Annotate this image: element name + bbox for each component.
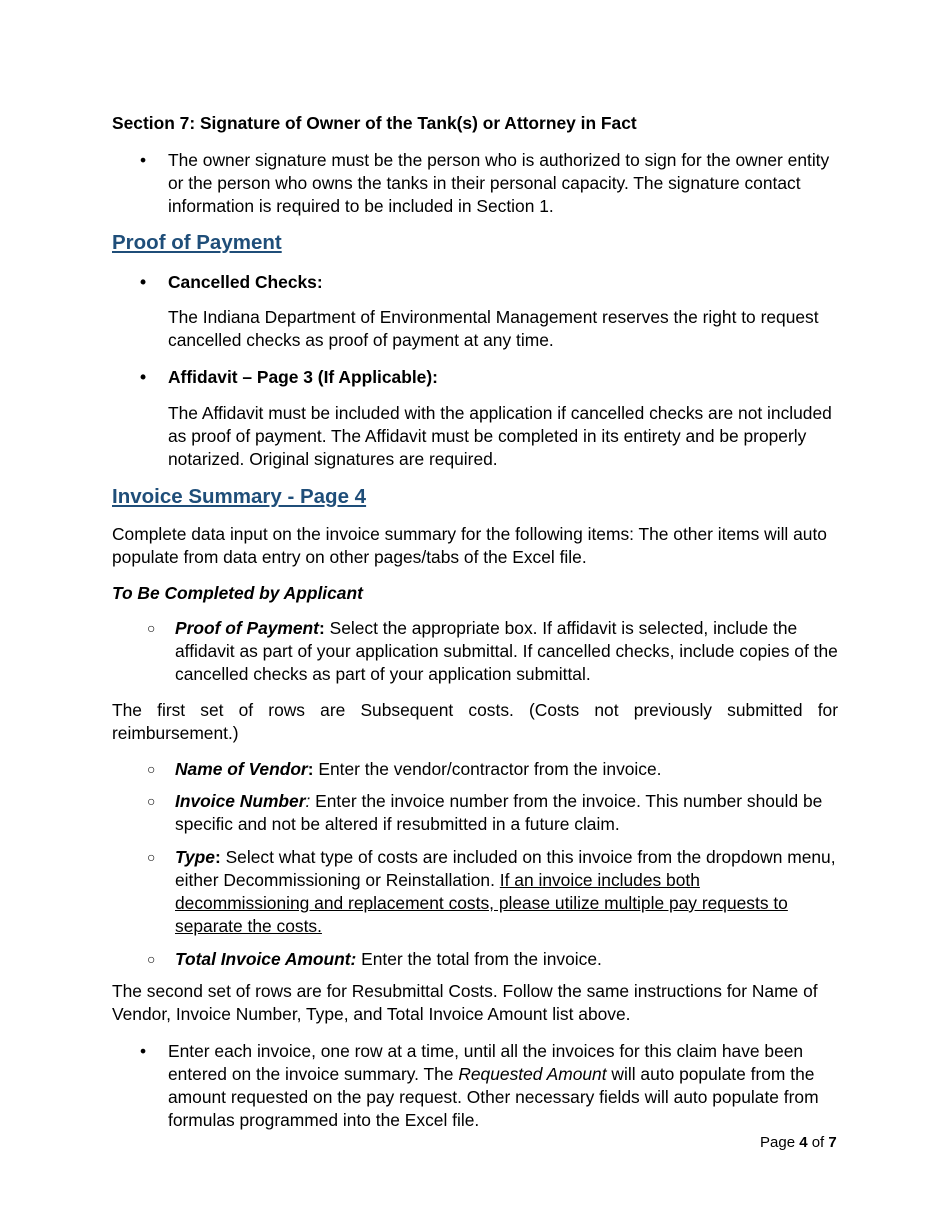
hollow-bullet-icon: ○ (147, 951, 156, 967)
applicant-heading: To Be Completed by Applicant (112, 583, 363, 603)
second-set-text: The second set of rows are for Resubmittal Costs. Follow the same instructions for Name of Vendor, Invoice Number, Type, and Total Invoice Amount list above. (112, 981, 818, 1024)
first-set-line-2: reimbursement.) (112, 723, 239, 743)
bullet-icon: • (140, 150, 147, 170)
bullet-icon: • (140, 367, 147, 387)
hollow-bullet-icon: ○ (147, 849, 156, 865)
enter-invoice-bullet: • Enter each invoice, one row at a time, until all the invoices for this claim have been entered on the invoice summary. The Requested Amount will auto populate from the amount requested on the pay request. Other necessary fields will auto populate from formulas programmed into the Excel file. (140, 1041, 819, 1130)
section-7-bullet: • The owner signature must be the person who is authorized to sign for the owner entity or the person who owns the tanks in their personal capacity. The signature contact information is required to be included in Section 1. (140, 150, 830, 216)
proof-of-payment-heading: Proof of Payment (112, 231, 282, 254)
cancelled-checks-text: The Indiana Department of Environmental Management reserves the right to request cancelled checks as proof of payment at any time. (168, 307, 819, 350)
bullet-icon: • (140, 272, 147, 292)
invoice-summary-heading: Invoice Summary - Page 4 (112, 485, 367, 508)
name-of-vendor-item: ○ Name of Vendor: Enter the vendor/contractor from the invoice. (147, 759, 662, 779)
invoice-summary-intro: Complete data input on the invoice summary for the following items: The other items will auto populate from data entry on other pages/tabs of the Excel file. (112, 524, 827, 567)
affidavit-text: The Affidavit must be included with the application if cancelled checks are not included as proof of payment. The Affidavit must be completed in its entirety and be properly notarized. Original signatures are required. (168, 403, 832, 469)
hollow-bullet-icon: ○ (147, 761, 156, 777)
section-7-title: Section 7: Signature of Owner of the Tank(s) or Attorney in Fact (112, 113, 637, 133)
affidavit-label: • Affidavit – Page 3 (If Applicable): (140, 367, 438, 387)
type-item: ○ Type: Select what type of costs are included on this invoice from the dropdown menu, either Decommissioning or Reinstallation. If an invoice includes both decommissioning and replacement costs, please utilize multiple pay requests to separate the costs. (147, 847, 836, 936)
invoice-number-item: ○ Invoice Number: Enter the invoice number from the invoice. This number should be specific and not be altered if resubmitted in a future claim. (147, 791, 823, 834)
first-set-line-1: The first set of rows are Subsequent costs. (Costs not previously submitted for (112, 700, 838, 720)
cancelled-checks-label: • Cancelled Checks: (140, 272, 323, 292)
proof-of-payment-item: ○ Proof of Payment: Select the appropriate box. If affidavit is selected, include the affidavit as part of your application submittal. If cancelled checks, include copies of the cancelled checks as part of your application submittal. (147, 618, 838, 684)
bullet-icon: • (140, 1041, 147, 1061)
page-footer: Page 4 of 7 (760, 1134, 837, 1151)
hollow-bullet-icon: ○ (147, 793, 156, 809)
total-invoice-amount-item: ○ Total Invoice Amount: Enter the total from the invoice. (147, 949, 602, 969)
hollow-bullet-icon: ○ (147, 620, 156, 636)
